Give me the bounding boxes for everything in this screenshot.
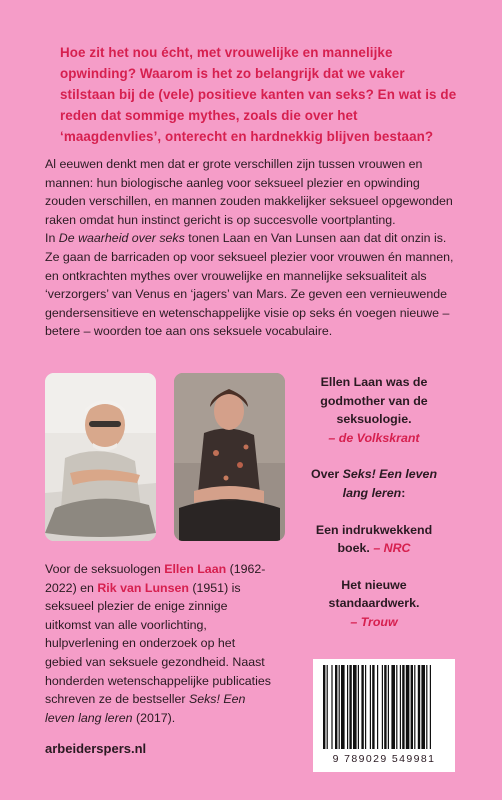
bio-text: (1951) is seksueel plezier de enige zinnige uitkomst van alle voorlichting, hulpverlening en onderzoek op het gebied van seksuele gezondheid. Naast honderden wetenschappelijke publicaties schreven ze de bestseller [45, 580, 271, 707]
blurb-paragraph-1: Al eeuwen denkt men dat er grote verschillen zijn tussen vrouwen en mannen: hun biologische aanleg voor seksueel plezier en opwinding zouden verschillen, en mannen zouden makkelijker seksueel opgewonden raken omdat hun instinct gericht is op succesvolle voortplanting. [45, 157, 453, 227]
author-photo-ellen-laan [174, 373, 285, 541]
author-bio [45, 560, 275, 727]
review-quote [300, 576, 448, 632]
book-title: De waarheid over seks [58, 231, 185, 246]
isbn-number: 9 789029 549981 [332, 753, 436, 765]
author-name-rik-van-lunsen: Rik van Lunsen [97, 580, 189, 595]
blurb-text: In [45, 231, 59, 246]
review-quote [300, 373, 448, 447]
bio-text: (1962-2022) en [45, 562, 266, 595]
review-quote [300, 521, 448, 558]
author-name-ellen-laan: Ellen Laan [164, 562, 227, 576]
quote-text: Ellen Laan was de godmother van de seksuologie. [320, 375, 428, 427]
bio-text: (2017). [132, 710, 176, 725]
quote-source: – de Volkskrant [328, 430, 420, 445]
quote-text: : [401, 485, 406, 500]
quote-text: Over [310, 467, 343, 482]
book-title: Seks! Een leven lang leren [342, 467, 438, 500]
blurb [45, 155, 463, 341]
review-quotes [300, 373, 448, 650]
blurb-text: tonen Laan en Van Lunsen aan dat dit onzin is. Ze gaan de barricaden op voor seksueel plezier voor vrouwen én mannen, en ontkrachten mythes over vrouwelijke en mannelijke seksualiteit als ‘verzorgers’ van Venus en ‘jagers’ van Mars. Ze geven een vernieuwende gendersensitieve en wetenschappelijke visie op seks én voegen nieuwe – betere – woorden toe aan ons seksuele vocabulaire. [45, 231, 454, 339]
tagline: Hoe zit het nou écht, met vrouwelijke en mannelijke opwinding? Waarom is het zo belangrijk dat we vaker stilstaan bij de (vele) positieve kanten van seks? En wat is de reden dat sommige mythes, zoals die over het ‘maagdenvlies’, onterecht en hardnekkig blijven bestaan? [60, 45, 457, 144]
isbn-barcode [313, 659, 455, 772]
review-intro [300, 465, 448, 502]
author-photo-rik-van-lunsen [45, 373, 156, 541]
quote-source: – Trouw [350, 614, 398, 629]
book-title: Seks! Een leven lang leren [45, 692, 246, 725]
publisher-website: arbeiderspers.nl [45, 741, 147, 756]
quote-text: Het nieuwe standaardwerk. [328, 577, 420, 611]
quote-text: Een indrukwekkend boek. [315, 522, 433, 556]
quote-source: – NRC [373, 541, 411, 556]
blurb-paragraph-2 [45, 229, 463, 341]
barcode-bars-icon [313, 659, 455, 751]
bio-text: Voor de seksuologen [45, 562, 165, 576]
